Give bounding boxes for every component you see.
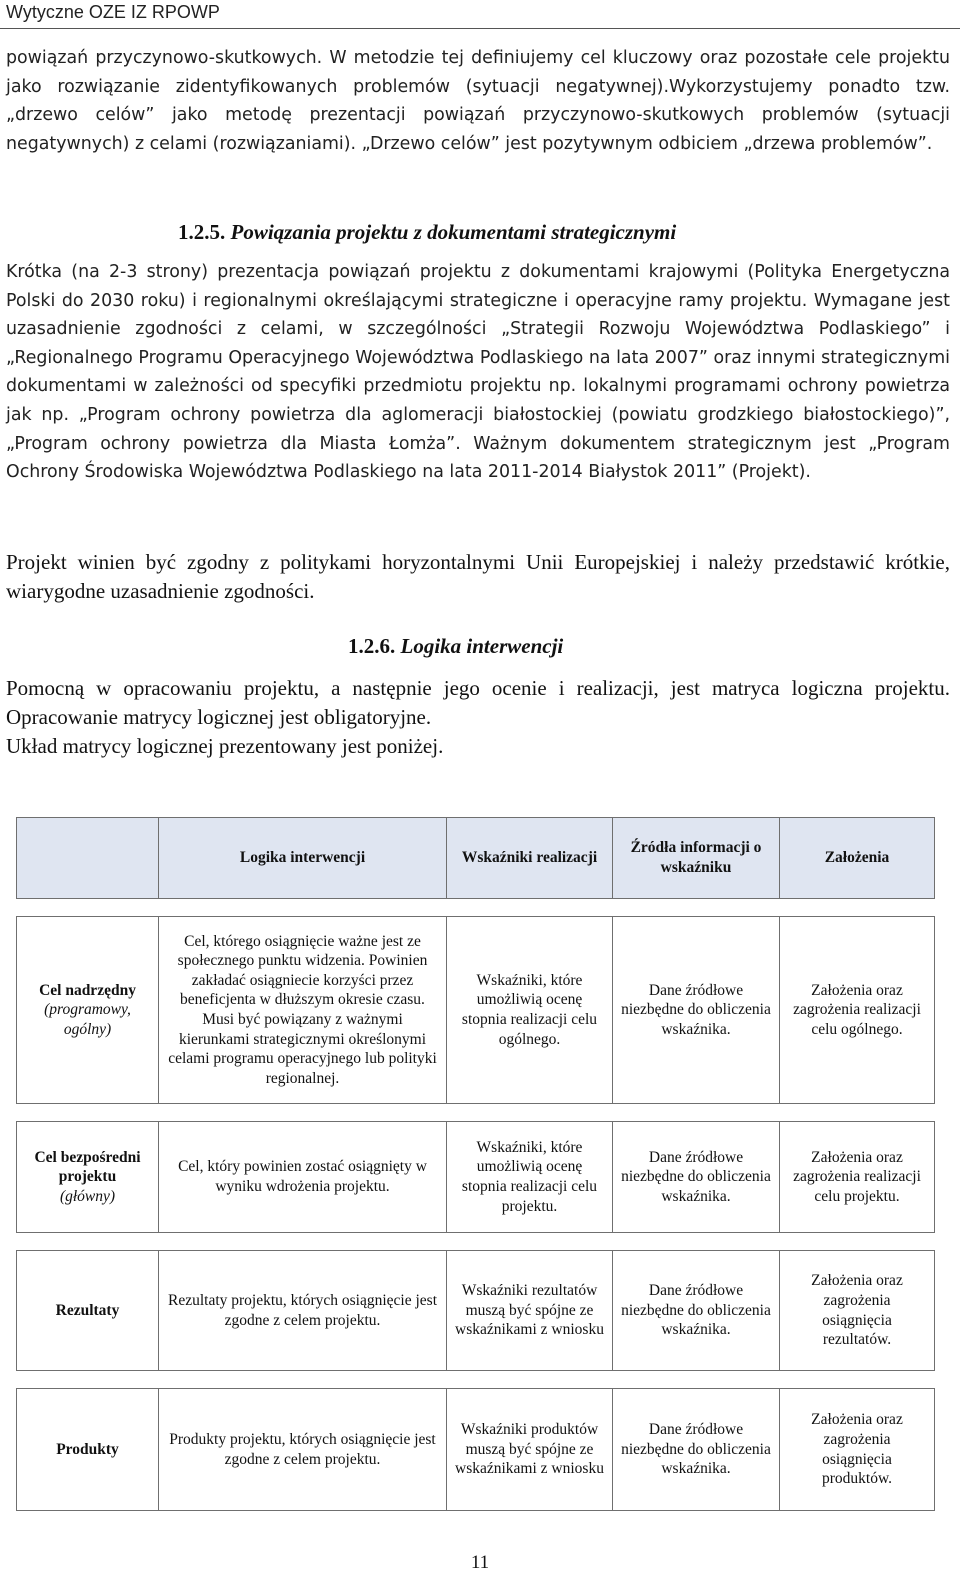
cell-indicators: Wskaźniki rezultatów muszą być spójne ze wskaźnikami z wniosku [447, 1251, 613, 1371]
row-label [17, 1122, 159, 1233]
matrix-spacer [17, 1104, 935, 1122]
row-label-subtitle: (główny) [59, 1187, 116, 1205]
logical-matrix-table [16, 817, 935, 1511]
section-1-2-5-paragraph-2: Projekt winien być zgodny z politykami horyzontalnymi Unii Europejskiej i należy przedstawić krótkie, wiarygodne uzasadnienie zgodności. [6, 550, 950, 603]
section-title: Powiązania projektu z dokumentami strategicznymi [230, 220, 677, 244]
cell-sources: Dane źródłowe niezbędne do obliczenia wskaźnika. [613, 1122, 780, 1233]
page-number: 11 [470, 1552, 490, 1573]
row-label-title: Cel bezpośredni projektu [34, 1148, 141, 1186]
cell-sources: Dane źródłowe niezbędne do obliczenia wskaźnika. [613, 1251, 780, 1371]
matrix-header-logic: Logika interwencji [159, 818, 447, 899]
cell-assumptions: Założenia oraz zagrożenia realizacji celu projektu. [780, 1122, 935, 1233]
section-1-2-6-heading [348, 634, 563, 659]
row-label [17, 1389, 159, 1511]
row-label [17, 1251, 159, 1371]
cell-assumptions: Założenia oraz zagrożenia realizacji celu ogólnego. [780, 917, 935, 1104]
cell-logic: Cel, którego osiągnięcie ważne jest ze społecznego punktu widzenia. Powinien zakładać osiągniecie korzyści przez beneficjenta w dłuższym okresie czasu. Musi być powiązany z ważnymi kierunkami strategicznymi określonymi celami programu operacyjnego lub polityki regionalnej. [159, 917, 447, 1104]
matrix-header-corner [17, 818, 159, 899]
row-label-title: Rezultaty [55, 1301, 120, 1319]
section-1-2-5-paragraph-1: Krótka (na 2-3 strony) prezentacja powiązań projektu z dokumentami krajowymi (Polityka Energetyczna Polski do 2030 roku) i regionalnymi określającymi strategiczne i operacyjne ramy projektu. Wymagane jest uzasadnienie zgodności z celami, w szczególności „Strategii Rozwoju Województwa Podlaskiego” i „Regionalnego Programu Operacyjnego Województwa Podlaskiego na lata 2007” oraz innymi strategicznymi dokumentami w zależności od specyfiki przedmiotu projektu np. lokalnymi programami ochrony powietrza jak np. „Program ochrony powietrza dla aglomeracji białostockiej (powiatu grodzkiego białostockiego)”, „Program ochrony powietrza dla Miasta Łomża”. Ważnym dokumentem strategicznym jest „Program Ochrony Środowiska Województwa Podlaskiego na lata 2011-2014 Białystok 2011” (Projekt). [6, 262, 950, 483]
section-number: 1.2.5. [178, 220, 226, 244]
section-1-2-6-paragraph: Pomocną w opracowaniu projektu, a następnie jego ocenie i realizacji, jest matryca logiczna projektu. Opracowanie matrycy logicznej jest obligatoryjne. [6, 676, 950, 729]
matrix-header-indicators: Wskaźniki realizacji [447, 818, 613, 899]
matrix-spacer [17, 1233, 935, 1251]
matrix-spacer [17, 899, 935, 917]
row-label-title: Produkty [56, 1440, 119, 1458]
cell-sources: Dane źródłowe niezbędne do obliczenia wskaźnika. [613, 1389, 780, 1511]
matrix-spacer [17, 1371, 935, 1389]
row-label-subtitle: (programowy, ogólny) [44, 1001, 131, 1038]
cell-assumptions: Założenia oraz zagrożenia osiągnięcia produktów. [780, 1389, 935, 1511]
cell-indicators: Wskaźniki, które umożliwią ocenę stopnia realizacji celu projektu. [447, 1122, 613, 1233]
cell-indicators: Wskaźniki, które umożliwią ocenę stopnia realizacji celu ogólnego. [447, 917, 613, 1104]
table-row [17, 1251, 935, 1371]
header-divider [0, 28, 960, 29]
cell-sources: Dane źródłowe niezbędne do obliczenia wskaźnika. [613, 917, 780, 1104]
table-row [17, 917, 935, 1104]
cell-assumptions: Założenia oraz zagrożenia osiągnięcia rezultatów. [780, 1251, 935, 1371]
matrix-header-assumptions: Założenia [780, 818, 935, 899]
document-header-title: Wytyczne OZE IZ RPOWP [6, 2, 220, 22]
section-1-2-6-note: Układ matrycy logicznej prezentowany jest poniżej. [6, 734, 444, 758]
cell-logic: Rezultaty projektu, których osiągnięcie jest zgodne z celem projektu. [159, 1251, 447, 1371]
cell-logic: Cel, który powinien zostać osiągnięty w wyniku wdrożenia projektu. [159, 1122, 447, 1233]
cell-logic: Produkty projektu, których osiągnięcie jest zgodne z celem projektu. [159, 1389, 447, 1511]
row-label [17, 917, 159, 1104]
row-label-title: Cel nadrzędny [39, 981, 136, 999]
matrix-header-row [17, 818, 935, 899]
intro-paragraph: powiązań przyczynowo-skutkowych. W metodzie tej definiujemy cel kluczowy oraz pozostałe cele projektu jako rozwiązanie zidentyfikowanych problemów (sytuacji negatywnej).Wykorzystujemy ponadto tzw. „drzewo celów” jako metodę prezentacji powiązań przyczynowo-skutkowych problemów (sytuacji negatywnych) z celami (rozwiązaniami). „Drzewo celów” jest pozytywnym odbiciem „drzewa problemów”. [6, 48, 950, 154]
section-number: 1.2.6. [348, 634, 396, 658]
matrix-header-sources: Źródła informacji o wskaźniku [613, 818, 780, 899]
table-row [17, 1389, 935, 1511]
cell-indicators: Wskaźniki produktów muszą być spójne ze wskaźnikami z wniosku [447, 1389, 613, 1511]
section-1-2-5-heading [178, 220, 676, 245]
table-row [17, 1122, 935, 1233]
section-title: Logika interwencji [400, 634, 564, 658]
